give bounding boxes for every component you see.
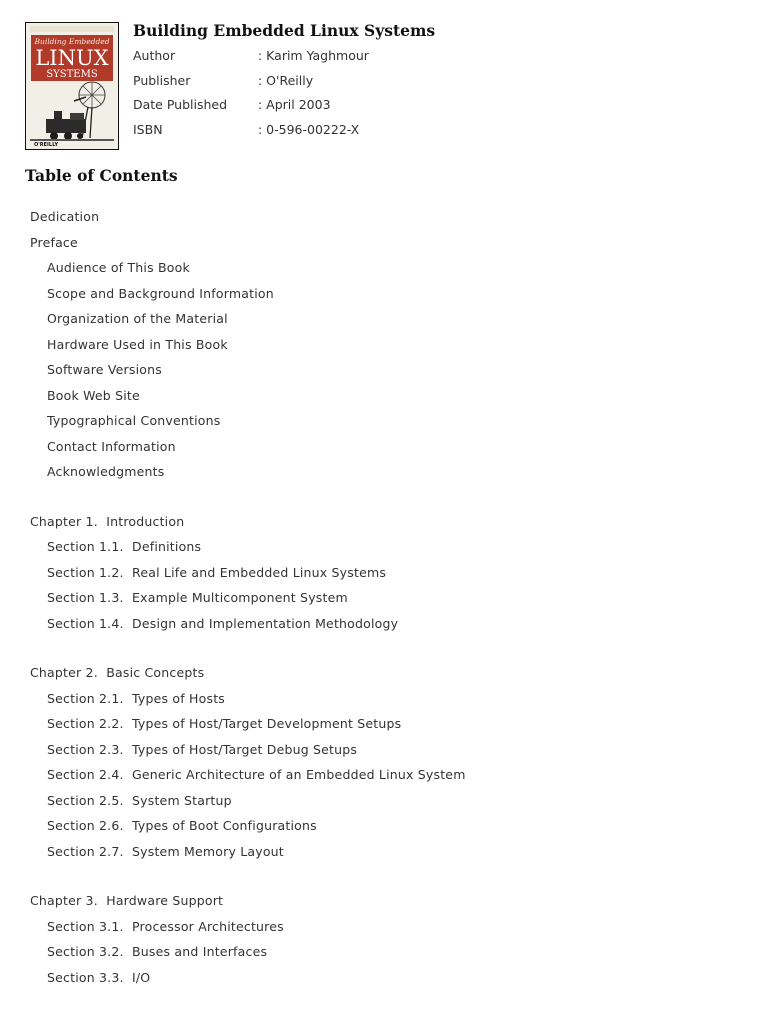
toc-link-section[interactable]: Section 1.2. Real Life and Embedded Linux Systems [47,564,387,580]
metadata-label: ISBN [133,121,163,137]
toc-link-preface-item[interactable]: Hardware Used in This Book [47,336,228,352]
toc-link-preface-item[interactable]: Typographical Conventions [47,413,221,428]
toc-link-preface-item[interactable]: Contact Information [47,438,176,454]
metadata-value: : O'Reilly [258,72,314,88]
toc-link-section[interactable]: Section 3.1. Processor Architectures [47,918,284,934]
table-of-contents [30,207,466,993]
toc-link-preface-item[interactable]: Organization of the Material [47,311,228,326]
toc-link-section[interactable]: Section 2.1. Types of Hosts [47,690,226,706]
cover-top-text: Building Embedded [34,37,110,46]
toc-link-section[interactable]: Section 3.3. I/O [47,969,151,985]
toc-link-section[interactable]: Section 2.5. System Startup [47,792,232,808]
book-title: Building Embedded Linux Systems [133,21,436,40]
toc-link-section[interactable]: Section 2.2. Types of Host/Target Development Setups [47,716,402,731]
cover-systems-text: SYSTEMS [46,69,98,80]
metadata-value: : April 2003 [258,97,331,113]
toc-link-preface-item[interactable]: Acknowledgments [47,464,165,479]
cover-linux-text: LINUX [35,46,109,70]
metadata-label: Author [133,48,176,63]
toc-link-preface-item[interactable]: Software Versions [47,362,162,377]
toc-link-chapter[interactable]: Chapter 1. Introduction [30,513,185,529]
toc-link-section[interactable]: Section 3.2. Buses and Interfaces [47,944,268,959]
book-cover-image [25,22,119,150]
metadata-label: Publisher [133,72,191,88]
toc-link-chapter[interactable]: Chapter 2. Basic Concepts [30,665,205,680]
toc-link-section[interactable]: Section 1.4. Design and Implementation Methodology [47,615,399,631]
toc-link-section[interactable]: Section 1.1. Definitions [47,539,202,554]
toc-link-section[interactable]: Section 1.3. Example Multicomponent System [47,590,348,605]
toc-link-section[interactable]: Section 2.6. Types of Boot Configurations [47,818,317,833]
cover-publisher-mark: O'REILLY [34,142,59,148]
toc-link-section[interactable]: Section 2.4. Generic Architecture of an Embedded Linux System [47,767,466,782]
metadata-value: : Karim Yaghmour [258,48,369,63]
toc-spacer [30,867,466,891]
toc-link-chapter[interactable]: Chapter 3. Hardware Support [30,893,224,908]
toc-spacer [30,639,466,663]
toc-link-dedication[interactable]: Dedication [30,209,100,224]
toc-link-preface[interactable]: Preface [30,234,78,250]
toc-link-preface-item[interactable]: Audience of This Book [47,260,190,275]
metadata-value: : 0-596-00222-X [258,121,360,137]
toc-spacer [30,488,466,512]
toc-heading: Table of Contents [25,166,178,185]
toc-link-preface-item[interactable]: Book Web Site [47,387,140,403]
toc-link-preface-item[interactable]: Scope and Background Information [47,285,274,301]
toc-link-section[interactable]: Section 2.3. Types of Host/Target Debug Setups [47,741,358,757]
metadata-label: Date Published [133,97,228,113]
toc-link-section[interactable]: Section 2.7. System Memory Layout [47,843,284,859]
